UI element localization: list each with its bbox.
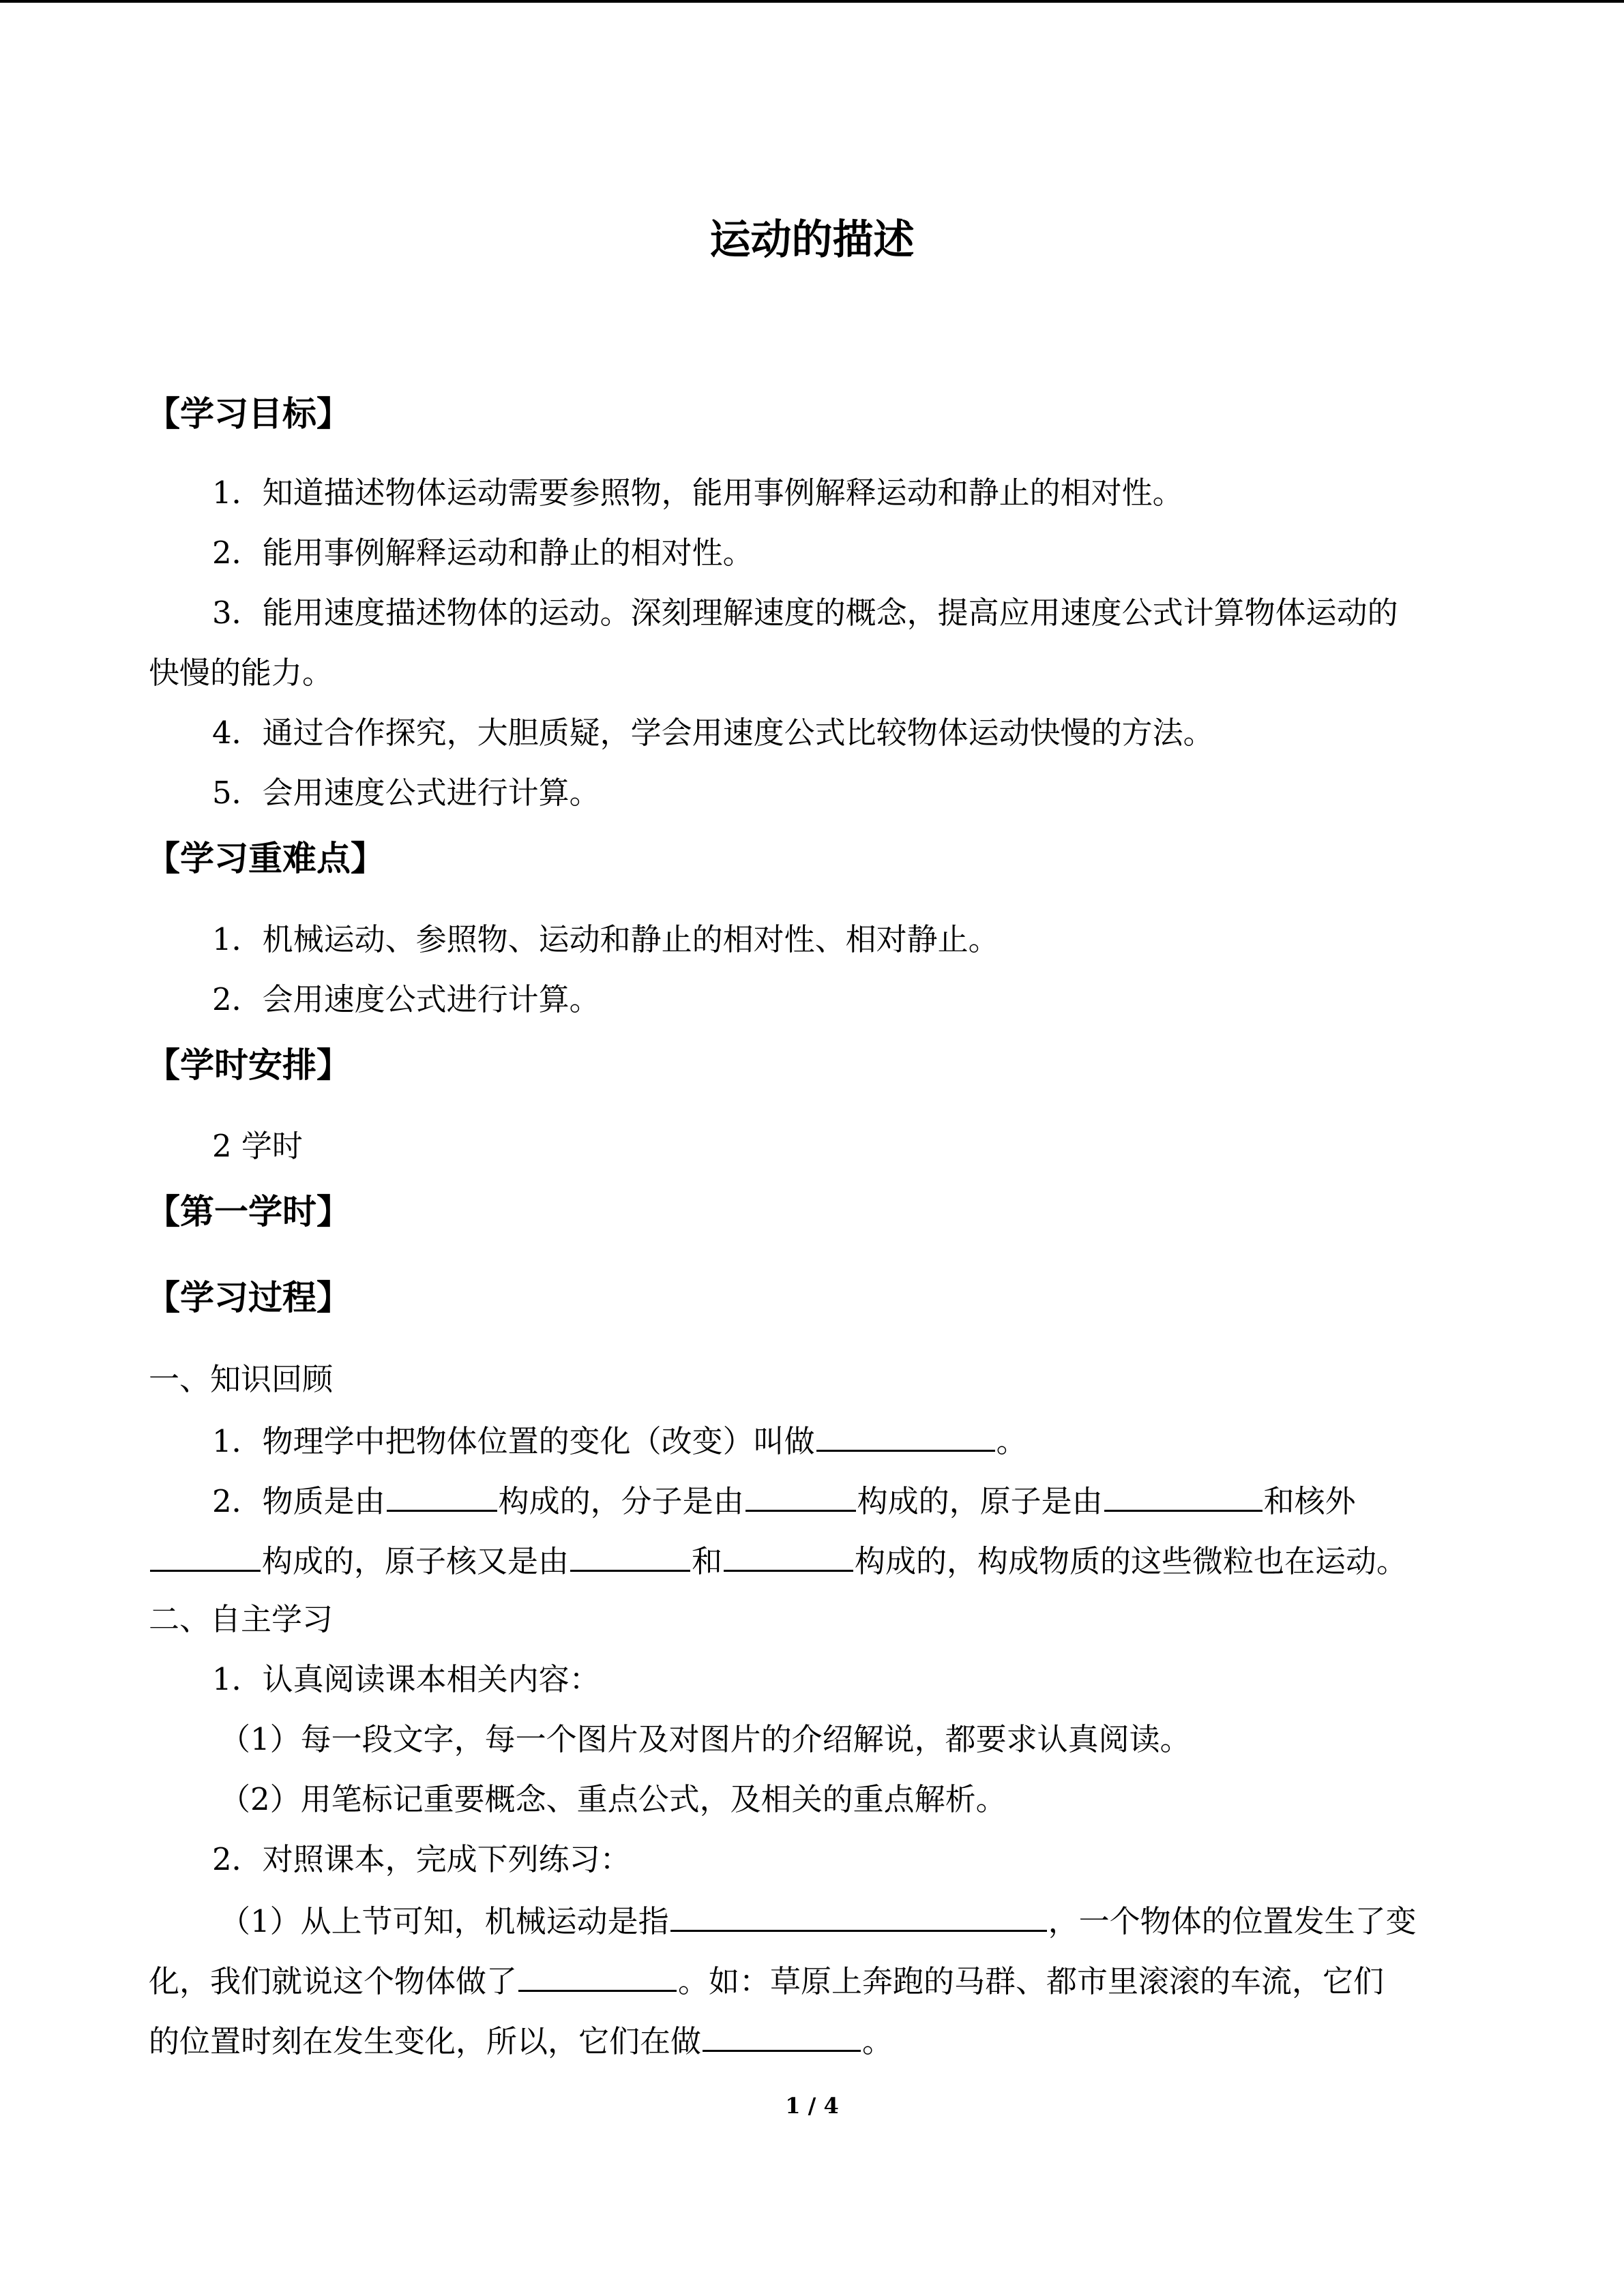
heading-learning-process: 【学习过程】 — [146, 1278, 351, 1317]
goal-item-4: 4．通过合作探究，大胆质疑，学会用速度公式比较物体运动快慢的方法。 — [212, 715, 1214, 751]
fill-blank[interactable] — [703, 2017, 861, 2052]
goal-item-3-continued: 快慢的能力。 — [149, 655, 334, 691]
schedule-text: 2 学时 — [212, 1128, 303, 1164]
exercise-1-part-b: ，一个物体的位置发生了变 — [1048, 1903, 1417, 1939]
review-question-1-end: 。 — [996, 1423, 1027, 1459]
self-study-step-1-sub-2: （2）用笔标记重要概念、重点公式，及相关的重点解析。 — [220, 1781, 1007, 1817]
review-question-2 — [212, 1477, 1356, 1524]
review-question-1-text: 1．物理学中把物体位置的变化（改变）叫做 — [212, 1423, 815, 1459]
heading-learning-goals: 【学习目标】 — [146, 394, 351, 434]
section-self-study: 二、自主学习 — [149, 1601, 334, 1637]
review-question-1 — [212, 1417, 1027, 1464]
fill-blank[interactable] — [570, 1537, 690, 1572]
keypoint-item-2: 2．会用速度公式进行计算。 — [212, 981, 600, 1017]
review-question-2-part-g: 构成的，构成物质的这些微粒也在运动。 — [855, 1543, 1408, 1579]
fill-blank[interactable] — [518, 1957, 677, 1992]
section-knowledge-review: 一、知识回顾 — [149, 1361, 334, 1397]
self-study-step-2: 2．对照课本，完成下列练习： — [212, 1841, 631, 1877]
heading-first-period: 【第一学时】 — [146, 1192, 351, 1232]
top-border-rule — [0, 0, 1624, 3]
fill-blank[interactable] — [387, 1477, 497, 1512]
goal-item-2: 2．能用事例解释运动和静止的相对性。 — [212, 535, 754, 571]
exercise-1-part-d: 。如：草原上奔跑的马群、都市里滚滚的车流，它们 — [678, 1963, 1385, 1999]
fill-blank[interactable] — [724, 1537, 853, 1572]
fill-blank[interactable] — [670, 1897, 1047, 1932]
exercise-1-part-e: 的位置时刻在发生变化，所以，它们在做 — [149, 2023, 702, 2059]
fill-blank[interactable] — [1104, 1477, 1263, 1512]
review-question-2-part-a: 2．物质是由 — [212, 1483, 385, 1519]
review-question-2-part-e: 构成的，原子核又是由 — [262, 1543, 570, 1579]
goal-item-3: 3．能用速度描述物体的运动。深刻理解速度的概念，提高应用速度公式计算物体运动的 — [212, 595, 1398, 631]
review-question-2-part-b: 构成的，分子是由 — [498, 1483, 744, 1519]
heading-schedule: 【学时安排】 — [146, 1045, 351, 1085]
review-question-2-part-c: 构成的，原子是由 — [857, 1483, 1103, 1519]
page-number: 1 / 4 — [785, 2093, 839, 2119]
self-study-step-1-sub-1: （1）每一段文字，每一个图片及对图片的介绍解说，都要求认真阅读。 — [220, 1721, 1191, 1757]
review-question-2-part-f: 和 — [692, 1543, 723, 1579]
exercise-1-part-a: （1）从上节可知，机械运动是指 — [220, 1903, 669, 1939]
fill-blank[interactable] — [816, 1417, 995, 1452]
review-question-2-part-d: 和核外 — [1263, 1483, 1356, 1519]
goal-item-5: 5．会用速度公式进行计算。 — [212, 775, 600, 811]
fill-blank[interactable] — [150, 1537, 261, 1572]
exercise-1-part-c: 化，我们就说这个物体做了 — [149, 1963, 518, 1999]
keypoint-item-1: 1．机械运动、参照物、运动和静止的相对性、相对静止。 — [212, 921, 999, 957]
exercise-1-part-f: 。 — [862, 2023, 894, 2059]
fill-blank[interactable] — [745, 1477, 856, 1512]
exercise-1-line-1 — [220, 1897, 1417, 1944]
document-title: 运动的描述 — [709, 216, 915, 264]
exercise-1-line-3 — [149, 2017, 893, 2064]
goal-item-1: 1．知道描述物体运动需要参照物，能用事例解释运动和静止的相对性。 — [212, 475, 1183, 511]
heading-key-points: 【学习重难点】 — [146, 839, 385, 878]
review-question-2-continued — [149, 1537, 1407, 1584]
exercise-1-line-2 — [149, 1957, 1384, 2004]
self-study-step-1: 1．认真阅读课本相关内容： — [212, 1661, 600, 1697]
